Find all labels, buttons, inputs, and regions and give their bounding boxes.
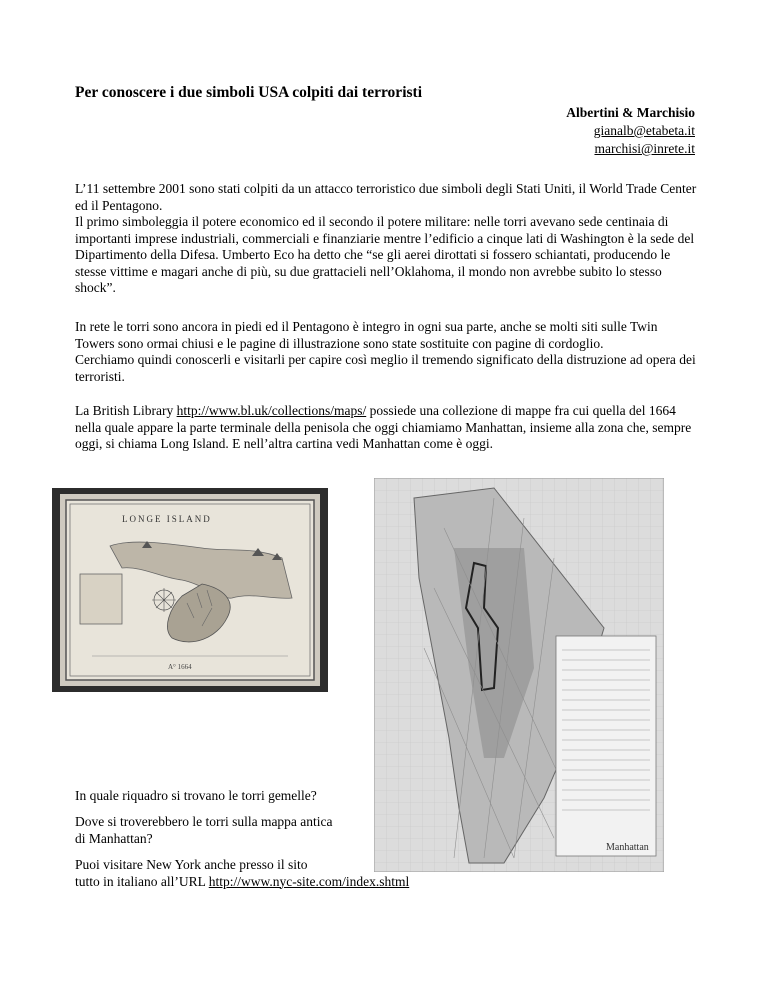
- modern-map-drawing: [374, 478, 664, 872]
- old-map-caption: LONGE ISLAND: [122, 514, 212, 524]
- visit-nyc-text: [75, 857, 409, 890]
- intro-detail: Il primo simboleggia il potere economico ed il secondo il potere militare: nelle torri avevano sede centinaia di importanti imprese industriali, commerciali e finanziarie mentre l’edificio a cinque lati di Washington è la sede del Dipartimento della Difesa. Umberto Eco ha detto che “se gli aerei dirottati si fossero schiantati, producendo le stesse vittime e magari anche di più, su due grattacieli nell’Oklahoma, il mondo non avrebbe subito lo stesso shock”.: [75, 214, 695, 295]
- modern-map-label: Manhattan: [606, 842, 649, 853]
- email-link-gianalb[interactable]: gianalb@etabeta.it: [593, 123, 695, 138]
- old-map-footer: A° 1664: [168, 663, 192, 671]
- library-paragraph: [75, 403, 700, 453]
- intro-sentence: L’11 settembre 2001 sono stati colpiti da un attacco terroristico due simboli degli Stati Uniti, il World Trade Center ed il Pentagono.: [75, 181, 697, 213]
- online-detail: Cerchiamo quindi conoscerli e visitarli per capire così meglio il tremendo significato della distruzione ad opera dei terroristi.: [75, 352, 696, 384]
- page-title: Per conoscere i due simboli USA colpiti dai terroristi: [75, 84, 422, 101]
- british-library-link[interactable]: http://www.bl.uk/collections/maps/: [176, 403, 367, 418]
- old-manhattan-map-image: [52, 488, 328, 692]
- visit-line-1: Puoi visitare New York anche presso il sito: [75, 857, 308, 872]
- email-link-marchisi[interactable]: marchisi@inrete.it: [594, 141, 695, 156]
- authors-block: [566, 104, 695, 158]
- library-text-before: La British Library: [75, 403, 177, 418]
- visit-line-2: tutto in italiano all’URL: [75, 873, 209, 889]
- old-map-drawing: [52, 488, 328, 692]
- question-old-map: Dove si troverebbero le torri sulla mappa antica di Manhattan?: [75, 814, 333, 846]
- modern-manhattan-map-image: [374, 478, 664, 872]
- intro-paragraph: [75, 181, 700, 297]
- library-text-after: possiede una collezione di mappe fra cui quella del 1664 nella quale appare la parte terminale della penisola che oggi chiamiamo Manhattan, insieme alla zona che, sempre oggi, si chiama Long Island. E nell’altra cartina vedi Manhattan come è oggi.: [75, 403, 692, 451]
- online-paragraph: [75, 319, 700, 385]
- online-sentence: In rete le torri sono ancora in piedi ed il Pentagono è integro in ogni sua parte, anche se molti siti sulle Twin Towers sono ormai chiusi e le pagine di illustrazione sono state sostituite con pagine di cordoglio.: [75, 319, 658, 351]
- author-names: Albertini & Marchisio: [566, 105, 695, 120]
- nyc-site-link[interactable]: http://www.nyc-site.com/index.shtml: [208, 873, 410, 889]
- question-twin-towers: In quale riquadro si trovano le torri gemelle?: [75, 788, 317, 803]
